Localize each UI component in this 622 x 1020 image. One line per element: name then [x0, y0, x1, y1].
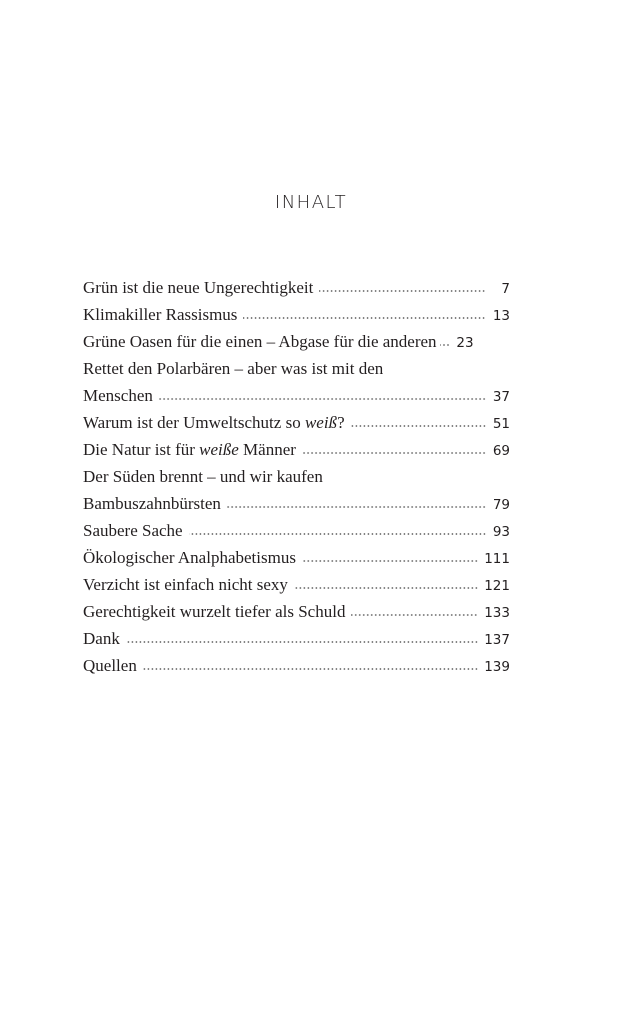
page-number: 23 [456, 335, 474, 351]
dot-leader [189, 533, 486, 535]
page-number: 13 [492, 308, 510, 324]
entry-title-italic: weiß [304, 413, 338, 432]
entry-title-suffix: ? [337, 413, 345, 432]
entry-title: Grüne Oasen für die einen – Abgase für die anderen [83, 332, 437, 351]
entry-title: Quellen [83, 656, 137, 675]
entry-title: Ökologischer Analphabetismus [83, 548, 296, 567]
dot-leader [351, 614, 478, 616]
page-title: INHALT [274, 192, 348, 213]
toc-entry-line1[interactable] [83, 355, 510, 382]
dot-leader [351, 425, 486, 427]
page-number: 37 [492, 389, 510, 405]
dot-leader [294, 587, 478, 589]
toc-entry[interactable] [83, 652, 510, 679]
dot-leader [143, 668, 478, 670]
toc-entry-line1[interactable] [83, 463, 510, 490]
entry-title: Gerechtigkeit wurzelt tiefer als Schuld [83, 602, 346, 621]
page-number: 133 [484, 605, 510, 621]
page-number: 79 [492, 497, 510, 513]
entry-title: Dank [83, 629, 120, 648]
toc-entry[interactable] [83, 274, 510, 301]
toc-entry[interactable] [83, 328, 510, 355]
page-number: 51 [492, 416, 510, 432]
dot-leader [227, 506, 486, 508]
toc-entry[interactable] [83, 598, 510, 625]
entry-title-italic: weiße [199, 440, 239, 459]
toc-entry[interactable] [83, 544, 510, 571]
dot-leader [302, 452, 486, 454]
page-number: 69 [492, 443, 510, 459]
page-number: 121 [484, 578, 510, 594]
dot-leader [319, 290, 486, 292]
entry-title: Saubere Sache [83, 521, 183, 540]
entry-title: Warum ist der Umweltschutz so [83, 413, 305, 432]
dot-leader [440, 344, 450, 346]
toc-entry[interactable] [83, 409, 510, 436]
dot-leader [159, 398, 486, 400]
entry-title: Verzicht ist einfach nicht sexy [83, 575, 288, 594]
toc-entry[interactable] [83, 517, 510, 544]
entry-title-suffix: Männer [238, 440, 296, 459]
dot-leader [243, 317, 486, 319]
entry-title: Menschen [83, 386, 153, 405]
toc-entry[interactable] [83, 625, 510, 652]
dot-leader [126, 641, 478, 643]
entry-title-line1: Der Süden brennt – und wir kaufen [83, 467, 323, 486]
toc-entry[interactable] [83, 301, 510, 328]
entry-title: Die Natur ist für [83, 440, 200, 459]
toc-entry[interactable] [83, 571, 510, 598]
entry-title-line1: Rettet den Polarbären – aber was ist mit den [83, 359, 384, 378]
toc-entry[interactable] [83, 436, 510, 463]
page-number: 111 [484, 551, 510, 567]
dot-leader [302, 560, 478, 562]
toc-entry[interactable] [83, 490, 510, 517]
page-number: 93 [492, 524, 510, 540]
page-number: 139 [484, 659, 510, 675]
entry-title: Grün ist die neue Ungerechtigkeit [83, 278, 314, 297]
entry-title: Bambuszahnbürsten [83, 494, 221, 513]
table-of-contents [83, 274, 510, 679]
page-number: 137 [484, 632, 510, 648]
toc-entry[interactable] [83, 382, 510, 409]
page-number: 7 [501, 281, 510, 297]
entry-title: Klimakiller Rassismus [83, 305, 238, 324]
